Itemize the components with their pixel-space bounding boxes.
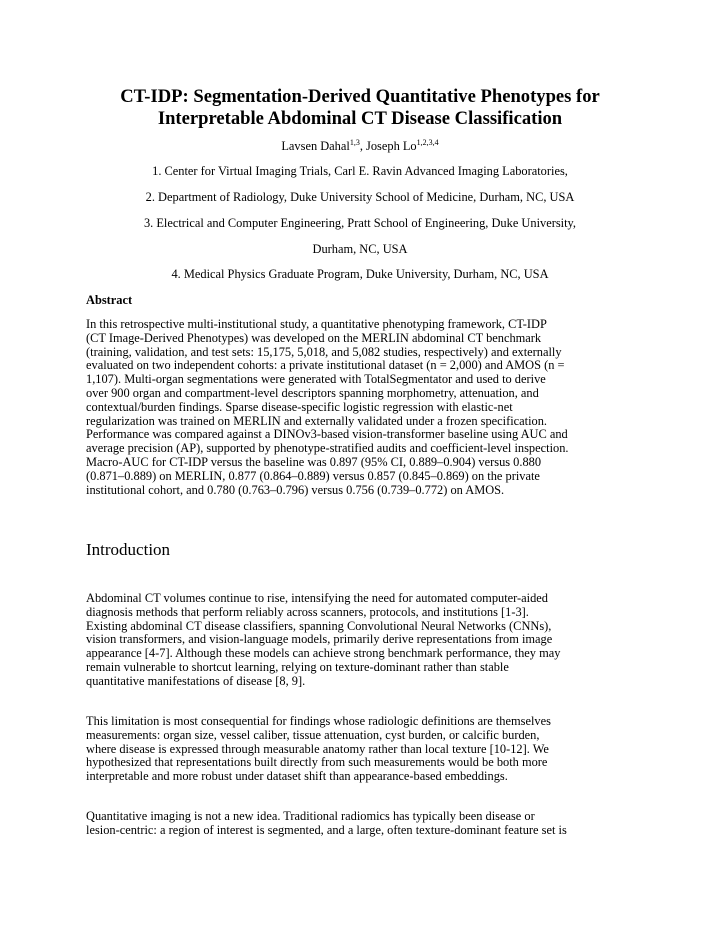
text-line: quantitative manifestations of disease [8, 9]. [86, 673, 306, 688]
paper-title [60, 86, 660, 130]
text-line: (0.871–0.889) on MERLIN, 0.877 (0.864–0.889) versus 0.857 (0.845–0.869) on the private [86, 468, 540, 483]
text-line: over 900 organ and compartment-level descriptors spanning morphometry, attenuation, and [86, 385, 539, 400]
text-line: Abdominal CT volumes continue to rise, intensifying the need for automated computer-aided [86, 591, 548, 605]
text-line: institutional cohort, and 0.780 (0.763–0.796) versus 0.756 (0.739–0.772) on AMOS. [86, 482, 505, 497]
text-line: evaluated on two independent cohorts: a private institutional dataset (n = 2,000) and AMOS (n = [86, 358, 565, 373]
author-affiliation-marker: 1,3 [349, 137, 360, 147]
affiliation-2: 2. Department of Radiology, Duke University School of Medicine, Durham, NC, USA [145, 190, 575, 204]
text-line: This limitation is most consequential for findings whose radiologic definitions are themselves [86, 714, 551, 728]
text-line: In this retrospective multi-institutional study, a quantitative phenotyping framework, CT-IDP [86, 317, 547, 331]
text-line: remain vulnerable to shortcut learning, relying on texture-dominant rather than stable [86, 659, 509, 674]
text-line: where disease is expressed through measurable anatomy rather than local texture [10-12]. We [86, 741, 549, 756]
text-line: average precision (AP), supported by phenotype-stratified audits and coefficient-level inspection. [86, 441, 569, 456]
introduction-heading: Introduction [86, 540, 171, 559]
intro-paragraph-1 [86, 592, 642, 689]
text-line: appearance [4-7]. Although these models can achieve strong benchmark performance, they may [86, 646, 561, 661]
text-line: diagnosis methods that perform reliably across scanners, protocols, and institutions [1-3]. [86, 604, 529, 619]
text-line: Existing abdominal CT disease classifiers, spanning Convolutional Neural Networks (CNNs), [86, 618, 552, 633]
author-separator: , [359, 139, 367, 153]
text-line: 1,107). Multi-organ segmentations were generated with TotalSegmentator and used to derive [86, 372, 546, 387]
affiliation-1: 1. Center for Virtual Imaging Trials, Carl E. Ravin Advanced Imaging Laboratories, [152, 164, 568, 178]
text-line: Quantitative imaging is not a new idea. Traditional radiomics has typically been disease or [86, 809, 535, 823]
text-line: hypothesized that representations built directly from such measurements would be both more [86, 755, 548, 770]
text-line: interpretable and more robust under dataset shift than appearance-based embeddings. [86, 769, 508, 784]
text-line: lesion-centric: a region of interest is segmented, and a large, often texture-dominant feature set is [86, 822, 567, 837]
affiliation-4: 4. Medical Physics Graduate Program, Duke University, Durham, NC, USA [171, 267, 549, 281]
title-line-2: Interpretable Abdominal CT Disease Classification [157, 108, 563, 129]
text-line: Performance was compared against a DINOv3-based vision-transformer baseline using AUC and [86, 427, 568, 442]
abstract-heading: Abstract [86, 293, 133, 307]
author-list [60, 139, 660, 154]
author-name: Joseph Lo [366, 139, 417, 153]
text-line: Macro-AUC for CT-IDP versus the baseline was 0.897 (95% CI, 0.889–0.904) versus 0.880 [86, 454, 542, 469]
text-line: vision transformers, and vision-language models, primarily derive representations from image [86, 632, 553, 647]
affiliation-3: 3. Electrical and Computer Engineering, Pratt School of Engineering, Duke University, [143, 216, 577, 230]
text-line: contextual/burden findings. Sparse disease-specific logistic regression with elastic-net [86, 399, 513, 414]
author-name: Lavsen Dahal [281, 139, 350, 153]
intro-paragraph-3 [86, 810, 642, 838]
title-line-1: CT-IDP: Segmentation-Derived Quantitative Phenotypes for [120, 86, 600, 107]
intro-paragraph-2 [86, 715, 642, 784]
text-line: (CT Image-Derived Phenotypes) was developed on the MERLIN abdominal CT benchmark [86, 330, 542, 345]
text-line: (training, validation, and test sets: 15,175, 5,018, and 5,082 studies, respectively) and externally [86, 344, 562, 359]
text-line: regularization was trained on MERLIN and externally validated under a frozen specification. [86, 413, 548, 428]
author-affiliation-marker: 1,2,3,4 [416, 137, 439, 147]
text-line: measurements: organ size, vessel caliber, tissue attenuation, cyst burden, or calcific burden, [86, 727, 540, 742]
affiliation-3-continued: Durham, NC, USA [312, 242, 408, 256]
abstract-body [86, 318, 642, 497]
